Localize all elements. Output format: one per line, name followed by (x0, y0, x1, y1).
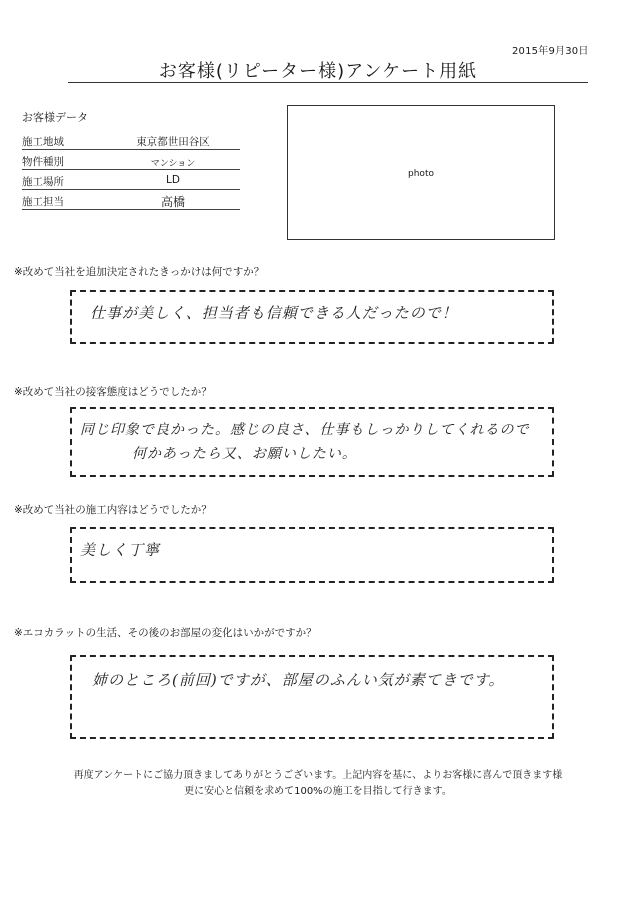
customer-row-area (22, 133, 240, 150)
photo-placeholder (287, 105, 555, 240)
area-value: 東京都世田谷区 (136, 136, 210, 148)
answer-1-line-1: 仕事が美しく、担当者も信頼できる人だったので！ (90, 304, 458, 322)
question-4: ※エコカラットの生活、その後のお部屋の変化はいかがですか？ (14, 627, 317, 639)
staff-label: 施工担当 (22, 196, 64, 208)
answer-2-line-2: 何かあったら又、お願いしたい。 (132, 446, 357, 462)
footer-message-line-1: 再度アンケートにご協力頂きましてありがとうございます。上記内容を基に、よりお客様に喜んで頂きます様 (73, 770, 563, 781)
area-label: 施工地域 (22, 136, 64, 148)
customer-row-property-type (22, 153, 240, 170)
customer-row-location (22, 173, 240, 190)
answer-2-line-1: 同じ印象で良かった。感じの良さ、仕事もしっかりしてくれるので (80, 422, 530, 438)
question-3: ※改めて当社の施工内容はどうでしたか？ (14, 504, 212, 516)
location-value: LD (166, 174, 180, 186)
answer-box-2 (70, 407, 554, 477)
question-2: ※改めて当社の接客態度はどうでしたか？ (14, 386, 212, 398)
answer-box-4 (70, 655, 554, 739)
photo-label: photo (408, 169, 434, 179)
answer-box-1 (70, 290, 554, 344)
property-type-value: マンション (150, 159, 196, 169)
answer-4-line-1: 姉のところ(前回)ですが、部屋のふんい気が素てきです。 (92, 671, 505, 689)
page-title: お客様(リピーター様)アンケート用紙 (158, 61, 478, 82)
survey-date: 2015年9月30日 (512, 46, 589, 57)
question-1: ※改めて当社を追加決定されたきっかけは何ですか？ (14, 266, 265, 278)
footer-message-line-2: 更に安心と信頼を求めて100%の施工を目指して行きます。 (184, 786, 452, 797)
customer-data-heading: お客様データ (22, 111, 88, 124)
property-type-label: 物件種別 (22, 156, 64, 168)
answer-box-3 (70, 527, 554, 583)
answer-3-line-1: 美しく丁寧 (80, 541, 161, 559)
location-label: 施工場所 (22, 176, 64, 188)
customer-row-staff (22, 193, 240, 210)
staff-value: 高橋 (160, 195, 185, 209)
title-underline (68, 82, 588, 83)
